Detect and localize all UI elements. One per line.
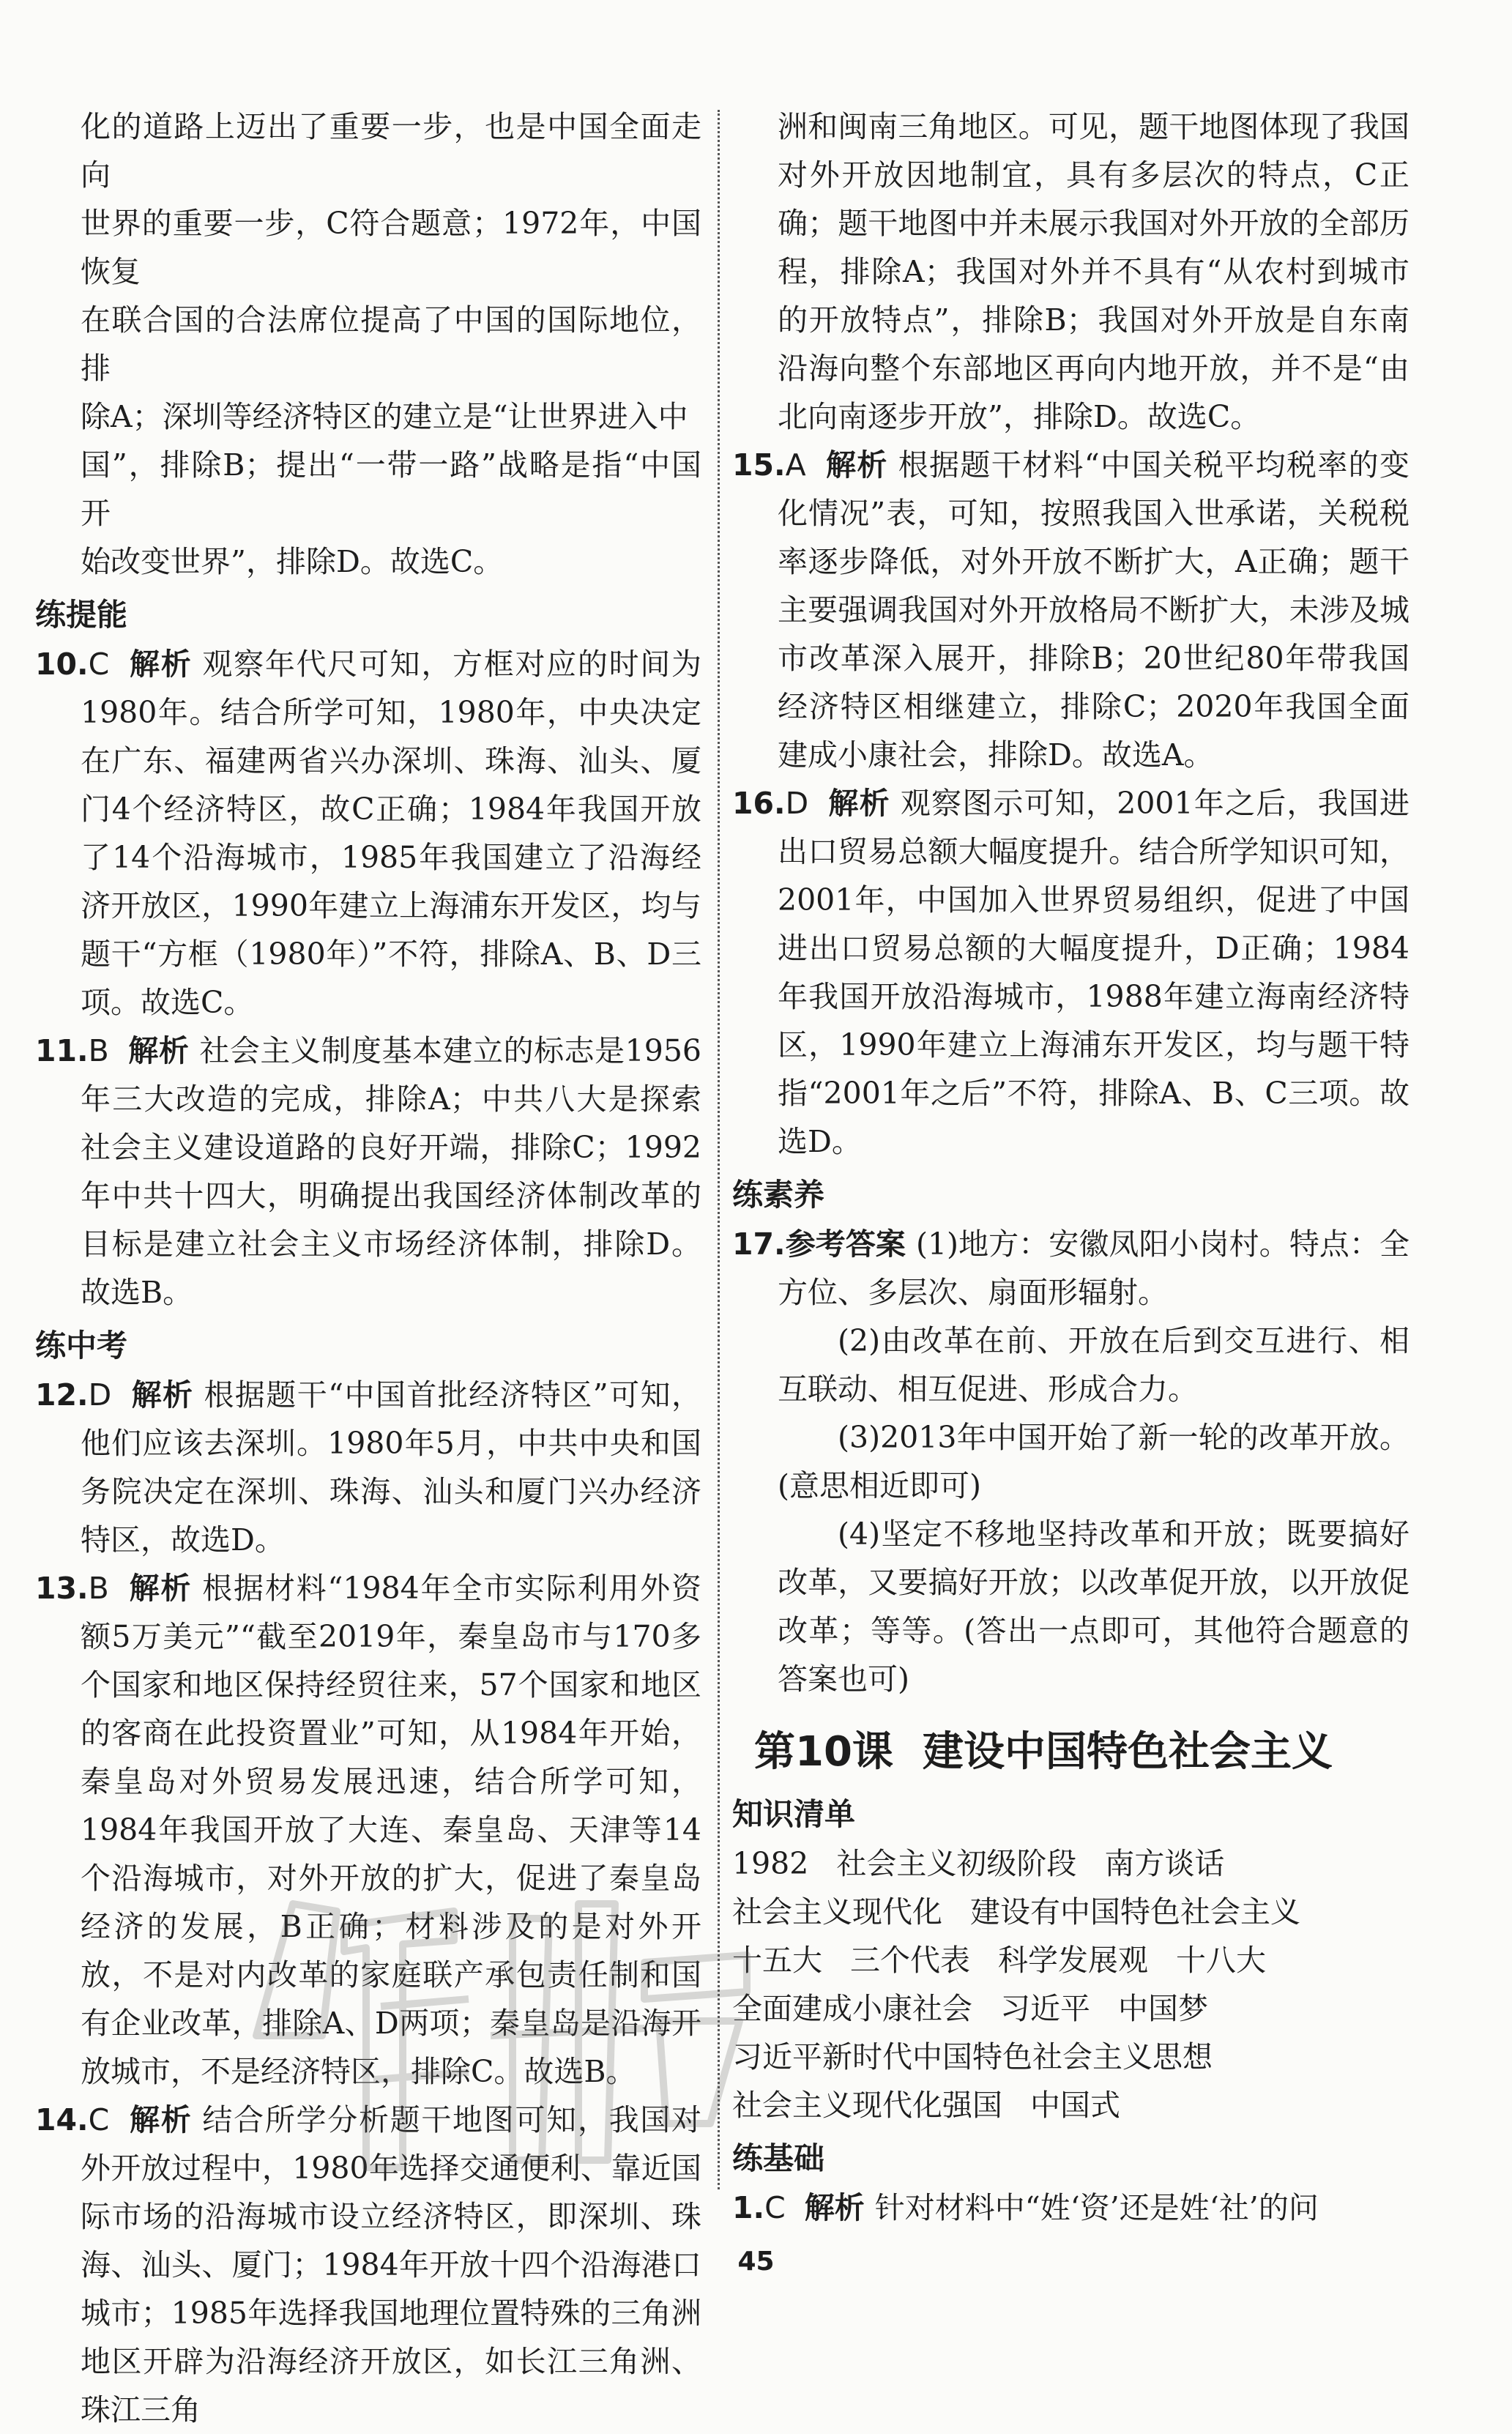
question-text: 观察图示可知，2001年之后，我国进出口贸易总额大幅度提升。结合所学知识可知，2001年，中国加入世界贸易组织，促进了中国进出口贸易总额的大幅度提升，D正确；1984年我国开放沿海城市，1988年建立海南经济特区，1990年建立上海浦东开发区，均与题干特指“2001年之后”不符，排除A、B、C三项。故选D。 [778,786,1409,1159]
section-heading-suyang: 练素养 [732,1177,825,1213]
question-1 [732,2184,1409,2232]
lead-line: 除A；深圳等经济特区的建立是“让世界进入中 [81,399,688,434]
question-12 [35,1371,701,1564]
analysis-tag: 解析 [827,786,890,821]
answer-letter: C [88,2102,110,2137]
answer-letter: B [88,1033,109,1068]
term: 社会主义现代化 [732,1894,942,1929]
term: 十八大 [1176,1943,1266,1978]
column-divider [718,110,720,2189]
question-16 [732,779,1409,1166]
term: 中国梦 [1118,1991,1208,2026]
analysis-tag: 解析 [127,1033,190,1068]
term: 科学发展观 [998,1943,1148,1978]
question-number: 11. [35,1033,89,1068]
question-text: 根据材料“1984年全市实际利用外资额5万美元”“截至2019年，秦皇岛市与170多个国家和地区保持经贸往来，57个国家和地区的客商在此投资置业”可知，从1984年开始，秦皇岛对外贸易发展迅速，结合所学可知，1984年我国开放了大连、秦皇岛、天津等14个沿海城市，对外开放的扩大，促进了秦皇岛经济的发展，B正确；材料涉及的是对外开放，不是对内改革的家庭联产承包责任制和国有企业改革，排除A、D两项；秦皇岛是沿海开放城市，不是经济特区，排除C。故选B。 [81,1571,701,2089]
question-text: 结合所学分析题干地图可知，我国对外开放过程中，1980年选择交通便利、靠近国际市场的沿海城市设立经济特区，即深圳、珠海、汕头、厦门；1984年开放十四个沿海港口城市；1985年选择我国地理位置特殊的三角洲地区开辟为沿海经济开放区，如长江三角洲、珠江三角 [81,2102,702,2427]
answer-letter: C [764,2190,786,2225]
analysis-tag: 解析 [128,647,193,682]
question-number: 1. [732,2190,765,2225]
analysis-tag: 解析 [824,447,888,483]
term: 三个代表 [850,1943,970,1978]
question-text: (1)地方：安徽凤阳小岗村。特点：全方位、多层次、扇面形辐射。 [778,1227,1410,1310]
left-column [35,103,701,2434]
lead-line: 化的道路上迈出了重要一步，也是中国全面走向 [81,109,701,193]
page-number: 45 [737,2247,775,2277]
section-heading-tineng: 练提能 [35,597,128,633]
analysis-tag: 解析 [130,1377,194,1413]
term: 社会主义现代化强国 [732,2088,1002,2123]
question-text: 根据题干“中国首批经济特区”可知，他们应该去深圳。1980年5月，中共中央和国务院决定在深圳、珠海、汕头和厦门兴办经济特区，故选D。 [81,1377,702,1557]
question-text: 根据题干材料“中国关税平均税率的变化情况”表，可知，按照我国入世承诺，关税税率逐步降低，对外开放不断扩大，A正确；题干主要强调我国对外开放格局不断扩大，未涉及城市改革深入展开，排除B；20世纪80年带我国经济特区相继建立，排除C；2020年我国全面建成小康社会，排除D。故选A。 [778,447,1409,773]
question-number: 12. [35,1377,89,1413]
question-text: 观察年代尺可知，方框对应的时间为1980年。结合所学可知，1980年，中央决定在广东、福建两省兴办深圳、珠海、汕头、厦门4个经济特区，故C正确；1984年我国开放了14个沿海城市，1985年我国建立了沿海经济开放区，1990年建立上海浦东开发区，均与题干“方框（1980年）”不符，排除A、B、D三项。故选C。 [81,647,702,1020]
lesson-number: 第10课 [754,1728,893,1776]
section-heading-zhishi: 知识清单 [732,1796,856,1832]
answer-letter: D [785,786,809,821]
answer-letter: A [785,447,806,483]
question-number: 16. [732,786,786,821]
question-text: 社会主义制度基本建立的标志是1956年三大改造的完成，排除A；中共八大是探索社会主义建设道路的良好开端，排除C；1992年中共十四大，明确提出我国经济体制改革的目标是建立社会主义市场经济体制，排除D。故选B。 [81,1033,702,1310]
lead-line: 国”，排除B；提出“一带一路”战略是指“中国开 [81,447,701,531]
answer-part-4: (4)坚定不移地坚持改革和开放；既要搞好改革，又要搞好开放；以改革促开放，以开放促改革；等等。(答出一点即可，其他符合题意的答案也可) [778,1516,1409,1697]
answer-letter: C [88,647,110,682]
left-lead-paragraph [35,103,701,586]
term: 建设有中国特色社会主义 [970,1894,1300,1929]
right-lead-paragraph: 洲和闽南三角地区。可见，题干地图体现了我国对外开放因地制宜，具有多层次的特点，C正确；题干地图中并未展示我国对外开放的全部历程，排除A；我国对外并不具有“从农村到城市的开放特点”，排除B；我国对外开放是自东南沿海向整个东部地区再向内地开放，并不是“由北向南逐步开放”，排除D。故选C。 [778,109,1409,434]
answer-part-3: (3)2013年中国开始了新一轮的改革开放。(意思相近即可) [778,1420,1409,1503]
question-number: 10. [35,647,89,682]
lead-line: 世界的重要一步，C符合题意；1972年，中国恢复 [81,206,701,289]
section-heading-jichu: 练基础 [732,2140,825,2176]
knowledge-terms [732,1839,1409,2129]
analysis-tag: 解析 [127,1571,193,1606]
lesson-heading [754,1719,1409,1785]
term: 南方谈话 [1104,1846,1225,1881]
answer-letter: B [88,1571,109,1606]
answer-letter: D [88,1377,112,1413]
lead-line: 在联合国的合法席位提高了中国的国际地位，排 [81,302,701,386]
lesson-title: 建设中国特色社会主义 [922,1728,1333,1776]
term: 全面建成小康社会 [732,1991,972,2026]
question-11 [35,1027,701,1317]
question-15 [732,441,1409,779]
question-number: 14. [35,2102,89,2137]
section-heading-zhongkao: 练中考 [35,1328,128,1363]
answer-part-2: (2)由改革在前、开放在后到交互进行、相互联动、相互促进、形成合力。 [778,1323,1409,1407]
term: 社会主义初级阶段 [836,1846,1077,1881]
question-17 [732,1220,1409,1317]
term: 中国式 [1030,2088,1120,2123]
question-text: 针对材料中“姓‘资’还是姓‘社’的问 [874,2190,1319,2225]
term: 习近平 [1000,1991,1090,2026]
term: 习近平新时代中国特色社会主义思想 [732,2039,1213,2074]
analysis-tag: 解析 [128,2102,193,2137]
term: 十五大 [732,1943,822,1978]
reference-answer-tag: 参考答案 [785,1227,906,1262]
analysis-tag: 解析 [804,2190,865,2225]
question-13 [35,1564,701,2096]
question-number: 17. [732,1227,786,1262]
question-number: 13. [35,1571,89,1606]
lead-line: 始改变世界”，排除D。故选C。 [81,544,504,579]
question-number: 15. [732,447,786,483]
question-10 [35,640,701,1027]
term: 1982 [732,1846,809,1881]
right-column [732,103,1409,2232]
